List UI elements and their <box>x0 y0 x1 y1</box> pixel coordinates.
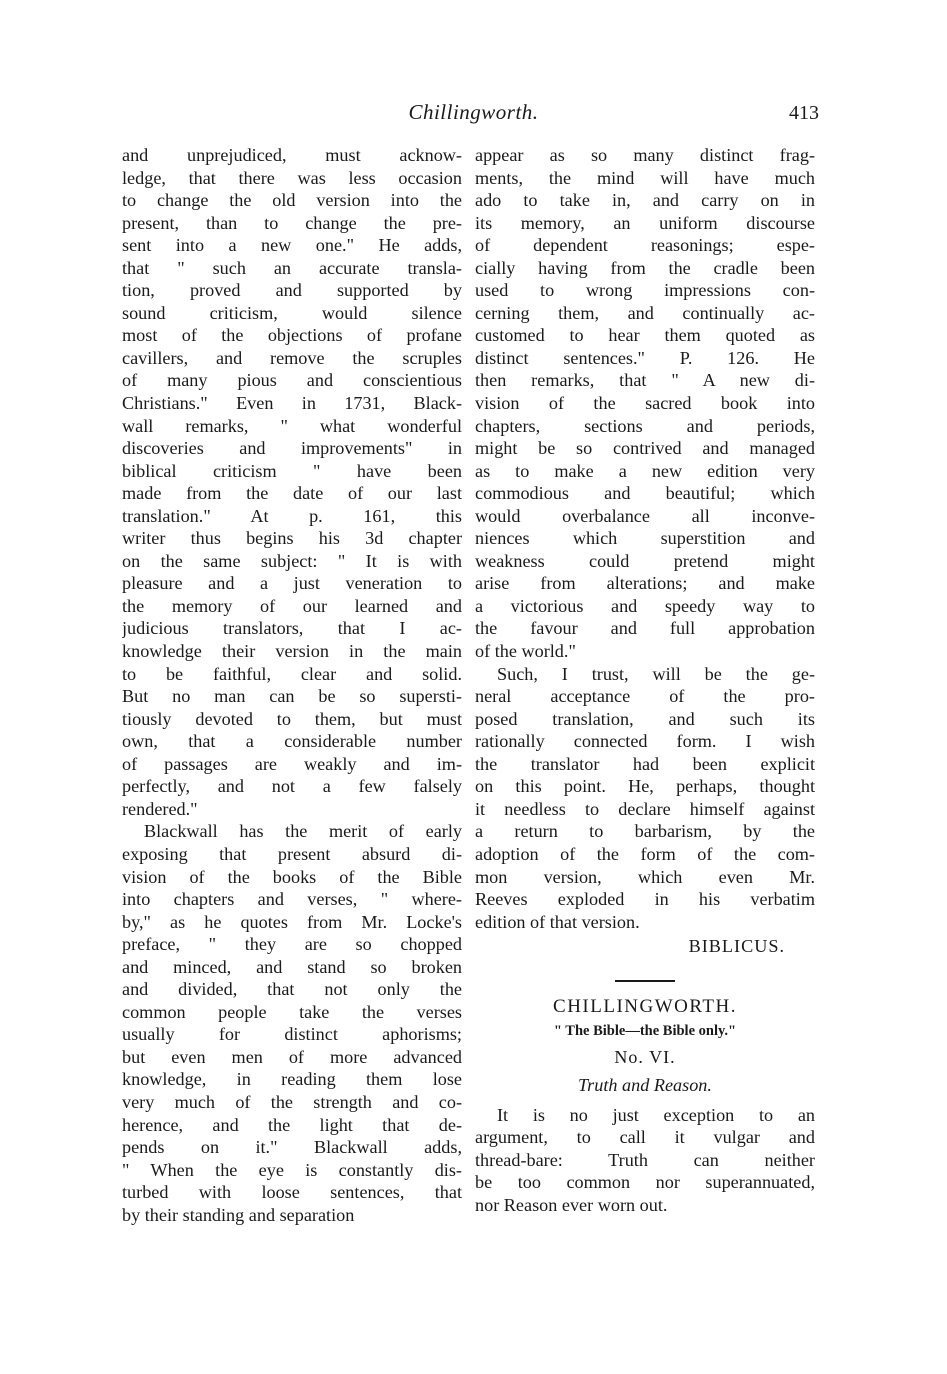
section-subtitle: Truth and Reason. <box>578 1074 712 1095</box>
text-line: of passages are weakly and im- <box>122 753 462 774</box>
text-line: by their standing and separation <box>122 1204 355 1225</box>
text-line: argument, to call it vulgar and <box>475 1127 815 1148</box>
right-column <box>475 144 815 1216</box>
text-line: present, than to change the pre- <box>122 212 462 233</box>
text-line: on this point. He, perhaps, thought <box>475 776 815 797</box>
text-line: " When the eye is constantly dis- <box>122 1159 462 1180</box>
text-line: that " such an accurate transla- <box>122 257 462 278</box>
text-line: it needless to declare himself against <box>475 798 815 819</box>
text-line: edition of that version. <box>475 911 640 932</box>
text-line: wall remarks, " what wonderful <box>122 415 462 436</box>
text-line: chapters, sections and periods, <box>475 415 815 436</box>
text-line: pends on it." Blackwall adds, <box>122 1137 462 1158</box>
text-line: usually for distinct aphorisms; <box>122 1024 462 1045</box>
text-line: of the world." <box>475 641 576 662</box>
text-line: a victorious and speedy way to <box>475 595 815 616</box>
text-line: as to make a new edition very <box>475 460 815 481</box>
text-line: rendered." <box>122 798 198 819</box>
text-line: ado to take in, and carry on in <box>475 190 815 211</box>
text-line: cavillers, and remove the scruples <box>122 347 462 368</box>
section-divider <box>615 980 675 982</box>
text-line: writer thus begins his 3d chapter <box>122 528 462 549</box>
text-line: customed to hear them quoted as <box>475 325 815 346</box>
text-line: cially having from the cradle been <box>475 257 815 278</box>
running-title: Chillingworth. <box>408 100 539 124</box>
text-line: Blackwall has the merit of early <box>144 821 462 842</box>
text-line: most of the objections of profane <box>122 325 462 346</box>
text-line: into chapters and verses, " where- <box>122 889 462 910</box>
text-line: ments, the mind will have much <box>475 167 815 188</box>
text-line: vision of the sacred book into <box>475 393 815 414</box>
text-line: weakness could pretend might <box>475 550 815 571</box>
text-line: common people take the verses <box>122 1001 462 1022</box>
text-line: of many pious and conscientious <box>122 370 462 391</box>
section-title: CHILLINGWORTH. <box>553 995 737 1017</box>
text-line: preface, " they are so chopped <box>122 934 462 955</box>
text-line: vision of the books of the Bible <box>122 866 462 887</box>
text-line: the translator had been explicit <box>475 753 815 774</box>
text-line: translation." At p. 161, this <box>122 505 462 526</box>
text-line: and unprejudiced, must acknow- <box>122 145 462 165</box>
text-line: cerning them, and continually ac- <box>475 302 815 323</box>
text-line: nor Reason ever worn out. <box>475 1194 668 1215</box>
text-line: exposing that present absurd di- <box>122 843 462 864</box>
signature: BIBLICUS. <box>688 936 785 957</box>
section-number: No. VI. <box>614 1046 676 1067</box>
text-line: own, that a considerable number <box>122 731 462 752</box>
text-line: the memory of our learned and <box>122 595 462 616</box>
text-line: rationally connected form. I wish <box>475 731 815 752</box>
text-line: made from the date of our last <box>122 483 462 504</box>
text-line: But no man can be so supersti- <box>122 686 462 707</box>
text-line: pleasure and a just veneration to <box>122 573 462 594</box>
text-line: to be faithful, clear and solid. <box>122 663 462 684</box>
text-line: to change the old version into the <box>122 190 462 211</box>
text-line: a return to barbarism, by the <box>475 821 815 842</box>
text-line: tion, proved and supported by <box>122 280 462 301</box>
text-line: ledge, that there was less occasion <box>122 167 462 188</box>
text-line: then remarks, that " A new di- <box>475 370 815 391</box>
text-line: commodious and beautiful; which <box>475 483 815 504</box>
text-line: herence, and the light that de- <box>122 1114 462 1135</box>
page-number: 413 <box>789 102 819 124</box>
text-line: adoption of the form of the com- <box>475 843 815 864</box>
text-line: appear as so many distinct frag- <box>475 145 815 165</box>
text-line: judicious translators, that I ac- <box>122 618 462 639</box>
text-line: of dependent reasonings; espe- <box>475 235 815 256</box>
text-line: knowledge their version in the main <box>122 641 462 662</box>
text-line: Reeves exploded in his verbatim <box>475 889 815 910</box>
text-line: sound criticism, would silence <box>122 302 462 323</box>
right-column-text-part2 <box>475 1104 815 1217</box>
text-line: on the same subject: " It is with <box>122 550 462 571</box>
text-line: used to wrong impressions con- <box>475 280 815 301</box>
text-line: neral acceptance of the pro- <box>475 686 815 707</box>
text-line: would overbalance all inconve- <box>475 505 815 526</box>
text-line: discoveries and improvements" in <box>122 438 462 459</box>
text-line: niences which superstition and <box>475 528 815 549</box>
text-line: distinct sentences." P. 126. He <box>475 347 815 368</box>
text-line: tiously devoted to them, but must <box>122 708 462 729</box>
text-line: biblical criticism " have been <box>122 460 462 481</box>
text-line: but even men of more advanced <box>122 1046 462 1067</box>
text-line: Christians." Even in 1731, Black- <box>122 393 462 414</box>
text-line: thread-bare: Truth can neither <box>475 1149 815 1170</box>
section-motto: " The Bible—the Bible only." <box>553 1022 737 1039</box>
left-column <box>122 144 462 1226</box>
text-line: might be so contrived and managed <box>475 438 815 459</box>
text-line: perfectly, and not a few falsely <box>122 776 462 797</box>
text-line: It is no just exception to an <box>497 1104 815 1125</box>
text-line: be too common nor superannuated, <box>475 1172 815 1193</box>
text-line: knowledge, in reading them lose <box>122 1069 462 1090</box>
text-line: and divided, that not only the <box>122 979 462 1000</box>
text-line: Such, I trust, will be the ge- <box>497 663 815 684</box>
text-line: by," as he quotes from Mr. Locke's <box>122 911 462 932</box>
text-line: very much of the strength and co- <box>122 1091 462 1112</box>
text-line: turbed with loose sentences, that <box>122 1182 462 1203</box>
text-line: sent into a new one." He adds, <box>122 235 462 256</box>
text-line: and minced, and stand so broken <box>122 956 462 977</box>
text-line: posed translation, and such its <box>475 708 815 729</box>
text-line: mon version, which even Mr. <box>475 866 815 887</box>
text-line: arise from alterations; and make <box>475 573 815 594</box>
text-line: the favour and full approbation <box>475 618 815 639</box>
text-line: its memory, an uniform discourse <box>475 212 815 233</box>
right-column-text-part1 <box>475 144 815 933</box>
